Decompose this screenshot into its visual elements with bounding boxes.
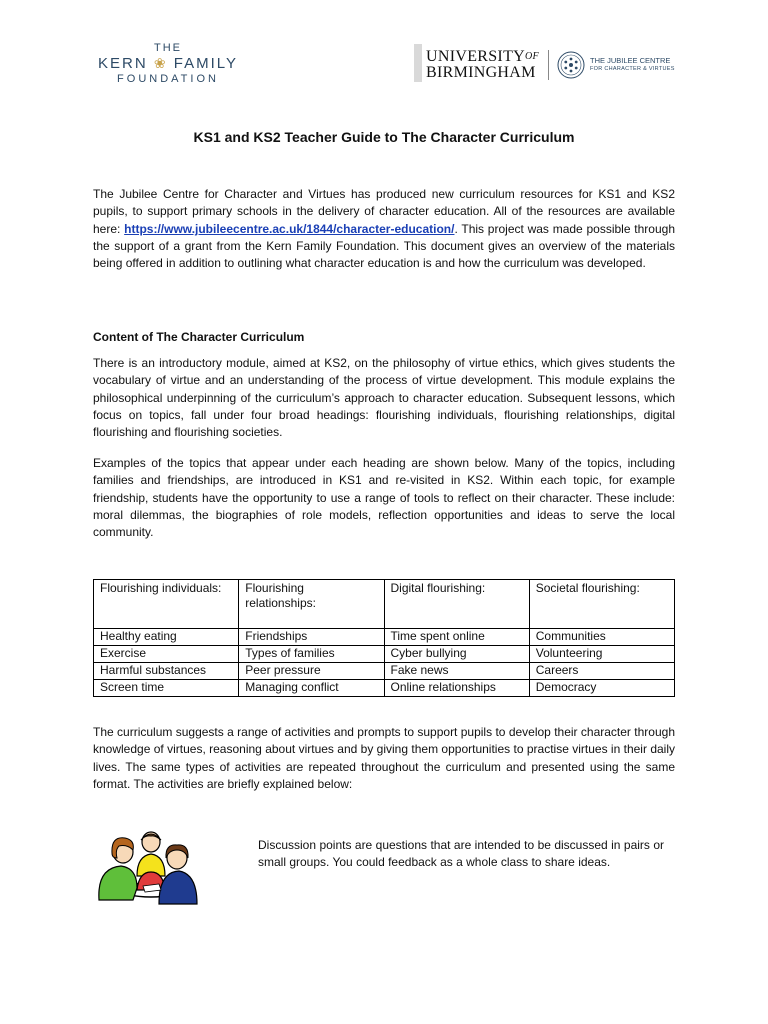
uob-word-birmingham: BIRMINGHAM [426,64,536,81]
logo-divider [548,50,549,80]
jc-line-1: THE JUBILEE CENTRE [590,56,671,65]
table-cell: Communities [529,629,674,646]
section-heading: Content of The Character Curriculum [93,330,305,344]
table-cell: Friendships [239,629,384,646]
kern-logo-foundation: FOUNDATION [117,73,219,85]
kern-family-foundation-logo [92,42,244,86]
table-cell: Fake news [384,663,529,680]
table-cell: Types of families [239,646,384,663]
kern-logo-kern: KERN [97,55,148,72]
intro-text-before: The Jubilee Centre for Character and Virtues has produced new curriculum resources for KS1 and KS2 pupils, to support primary schools in the delivery of character education. All of the resources are available here: [93,187,675,236]
table-header-cell: Flourishing relationships: [239,580,384,629]
table-cell: Democracy [529,680,674,697]
table-header-cell: Digital flourishing: [384,580,529,629]
table-row [94,680,675,697]
page-title: KS1 and KS2 Teacher Guide to The Character Curriculum [193,129,575,145]
uob-word-of: OF [525,51,539,62]
flower-icon: ❀ [153,55,168,71]
table-cell: Exercise [94,646,239,663]
discussion-group-illustration [93,828,201,908]
module-paragraph: There is an introductory module, aimed at KS2, on the philosophy of virtue ethics, which gives students the vocabulary of virtue and an understanding of the process of virtue development. This module explains the philosophical underpinning of the curriculum’s approach to character education. Subsequent lessons, which focus on topics, fall under four broad headings: flourishing individuals, flourishing relationships, digital flourishing and flourishing societies. [93,356,675,440]
table-cell: Screen time [94,680,239,697]
kern-logo-the: THE [154,42,182,54]
table-row [94,646,675,663]
table-cell: Healthy eating [94,629,239,646]
table-row [94,663,675,680]
table-cell: Time spent online [384,629,529,646]
intro-paragraph [93,186,675,272]
table-cell: Volunteering [529,646,674,663]
table-cell: Online relationships [384,680,529,697]
jubilee-centre-seal-icon [557,51,585,79]
table-cell: Managing conflict [239,680,384,697]
kern-logo-name [92,54,244,73]
uob-word-university: UNIVERSITY [426,48,525,65]
table-cell: Careers [529,663,674,680]
table-cell: Cyber bullying [384,646,529,663]
activities-paragraph: The curriculum suggests a range of activities and prompts to support pupils to develop their character through knowledge of virtues, reasoning about virtues and by giving them opportunities to practise virtues in their daily lives. The same types of activities are repeated throughout the curriculum and presented using the same format. The activities are briefly explained below: [93,725,675,791]
jubilee-centre-logo-text [590,56,675,74]
table-header-cell: Societal flourishing: [529,580,674,629]
discussion-points-description: Discussion points are questions that are intended to be discussed in pairs or small groups. You could feedback as a whole class to share ideas. [258,838,664,870]
table-cell: Peer pressure [239,663,384,680]
uob-logo-strip [414,44,422,82]
kern-logo-family: FAMILY [173,55,238,72]
topics-table [93,579,675,697]
jc-line-2: FOR CHARACTER & VIRTUES [590,66,675,72]
examples-paragraph: Examples of the topics that appear under each heading are shown below. Many of the topics, including families and friendships, are introduced in KS1 and re-visited in KS2. Within each topic, for example friendship, students have the opportunity to use a range of tools to reflect on their character. These include: moral dilemmas, the biographies of role models, reflection opportunities and ideas to serve the local community. [93,456,675,540]
intro-text-after: . This project was made possible through the support of a grant from the Kern Family Foundation. This document gives an overview of the materials being offered in addition to outlining what character education is and how the curriculum was developed. [93,221,675,271]
table-header-cell: Flourishing individuals: [94,580,239,629]
table-header-row [94,580,675,629]
table-cell: Harmful substances [94,663,239,680]
table-row [94,629,675,646]
university-of-birmingham-logo [426,49,539,81]
resources-link[interactable]: https://www.jubileecentre.ac.uk/1844/character-education/ [124,221,455,236]
